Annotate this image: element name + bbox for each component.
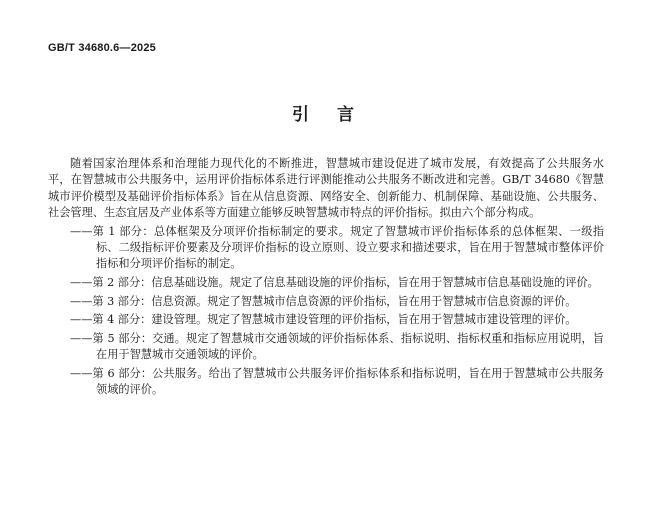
page-title: 引言 <box>292 105 382 125</box>
document-body <box>48 156 604 399</box>
part-2-item: ——第 2 部分：信息基础设施。规定了信息基础设施的评价指标，旨在用于智慧城市信息基础设施的评价。 <box>70 275 599 289</box>
part-3-item: ——第 3 部分：信息资源。规定了智慧城市信息资源的评价指标，旨在用于智慧城市信息资源的评价。 <box>70 294 577 308</box>
part-5-item: ——第 5 部分：交通。规定了智慧城市交通领域的评价指标体系、指标说明、指标权重和指标应用说明，旨在用于智慧城市交通领域的评价。 <box>70 331 604 362</box>
intro-paragraph: 随着国家治理体系和治理能力现代化的不断推进，智慧城市建设促进了城市发展，有效提高了公共服务水平，在智慧城市公共服务中，运用评价指标体系进行评测能推动公共服务不断改进和完善。GB/T 34680《智慧城市评价模型及基础评价指标体系》旨在从信息资源、网络安全、创新能力、机制保障、基础设施、公共服务、社会管理、生态宜居及产业体系等方面建立能够反映智慧城市特点的评价指标。拟由六个部分构成。 <box>48 157 604 219</box>
part-6-item: ——第 6 部分：公共服务。给出了智慧城市公共服务评价指标体系和指标说明，旨在用于智慧城市公共服务领域的评价。 <box>70 366 604 397</box>
part-4-item: ——第 4 部分：建设管理。规定了智慧城市建设管理的评价指标，旨在用于智慧城市建设管理的评价。 <box>70 313 577 327</box>
part-1-item: ——第 1 部分：总体框架及分项评价指标制定的要求。规定了智慧城市评价指标体系的总体框架、一级指标、二级指标评价要素及分项评价指标的设立原则、设立要求和描述要求，旨在用于智慧城市整体评价指标和分项评价指标的制定。 <box>70 224 604 271</box>
standard-code-header: GB/T 34680.6—2025 <box>48 42 156 54</box>
